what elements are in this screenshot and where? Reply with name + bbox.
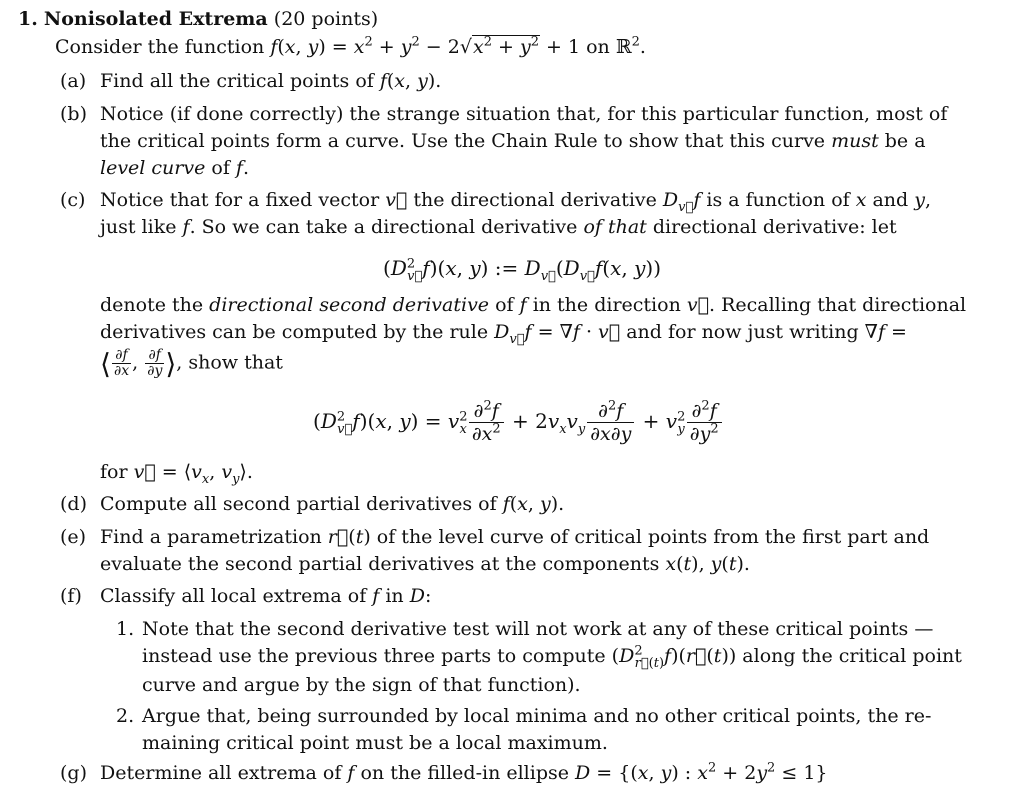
problem-number: 1. (18, 8, 38, 30)
part-b-line-2: the critical points form a curve. Use the Chain Rule to show that this curve must be a (100, 130, 926, 152)
part-a-text: Find all the critical points of f(x, y). (100, 70, 442, 92)
subpart-2-line-1: Argue that, being surrounded by local minima and no other critical points, the re- (142, 705, 932, 727)
subpart-1-line-1: Note that the second derivative test will not work at any of these critical points — (142, 618, 934, 640)
subpart-1-label: 1. (116, 618, 135, 640)
part-c-line-4: denote the directional second derivative of f in the direction v⃗. Recalling that directional (100, 294, 967, 316)
part-c-label: (c) (60, 189, 86, 211)
part-e-line-2: evaluate the second partial derivatives at the components x(t), y(t). (100, 553, 750, 575)
part-a-label: (a) (60, 70, 87, 92)
part-c-line-8: for v⃗ = $⟨v_x$, $v_y⟩$. (100, 461, 253, 487)
part-f-label: (f) (60, 585, 82, 607)
part-b-line-3: level curve of f. (100, 157, 250, 179)
part-c-line-5: derivatives can be computed by the rule $D_{v⃗}f = \nabla f$ · v⃗ and for now just writing ∇f = (100, 321, 907, 347)
display-second-derivative-def: $(D^2_{v⃗}f)(x$, y) := $D_{v⃗}(D_{v⃗}f(x$, y)) (383, 256, 661, 284)
subpart-2-line-2: maining critical point must be a local maximum. (142, 732, 608, 754)
part-b-line-1: Notice (if done correctly) the strange situation that, for this particular function, most of (100, 103, 948, 125)
part-g-label: (g) (60, 762, 87, 784)
part-e-line-1: Find a parametrization r⃗(t) of the level curve of critical points from the first part and (100, 526, 930, 548)
subpart-1-line-2: instead use the previous three parts to compute $(D^2_{r⃗(t)}f)(r⃗(t))$ along the critical point (142, 643, 962, 671)
part-g-text: Determine all extrema of f on the filled-in ellipse D = {(x, y) : $x^2 + 2y^2 \le 1$} (100, 760, 828, 784)
subpart-2-label: 2. (116, 705, 135, 727)
part-c-line-1: Notice that for a fixed vector v⃗ the directional derivative $D_{v⃗}f$ is a function of x and y, (100, 189, 932, 215)
display-second-derivative-formula: $(D^2_{v⃗}f)(x$, $y) = v^2_x$ $\frac{\partial^2f}{\partial x^2}$ + $2v_xv_y$ $\frac{\partial^2f}{\partial x\partial y}$ + $v^2_y$ $\frac{\partial^2f}{\partial y^2}$ (313, 400, 724, 445)
subpart-1-line-3: curve and argue by the sign of that function). (142, 674, 581, 696)
part-f-text: Classify all local extrema of f in D: (100, 585, 432, 607)
part-c-line-2: just like f. So we can take a directional derivative of that directional derivative: let (100, 216, 897, 238)
problem-heading (18, 6, 378, 32)
part-e-label: (e) (60, 526, 87, 548)
part-d-text: Compute all second partial derivatives of f(x, y). (100, 493, 565, 515)
problem-points: (20 points) (273, 8, 379, 30)
part-c-line-6: ⟨ $\frac{\partial f}{\partial x}$ , $\frac{\partial f}{\partial y}$ ⟩, show that (100, 347, 283, 381)
problem-intro: Consider the function f(x, $y) = x^2 + y^2 - 2√x^2 + y^2 + 1$ on ℝ$^2$. (55, 34, 646, 58)
part-d-label: (d) (60, 493, 87, 515)
part-b-label: (b) (60, 103, 87, 125)
problem-title: Nonisolated Extrema (43, 8, 268, 30)
